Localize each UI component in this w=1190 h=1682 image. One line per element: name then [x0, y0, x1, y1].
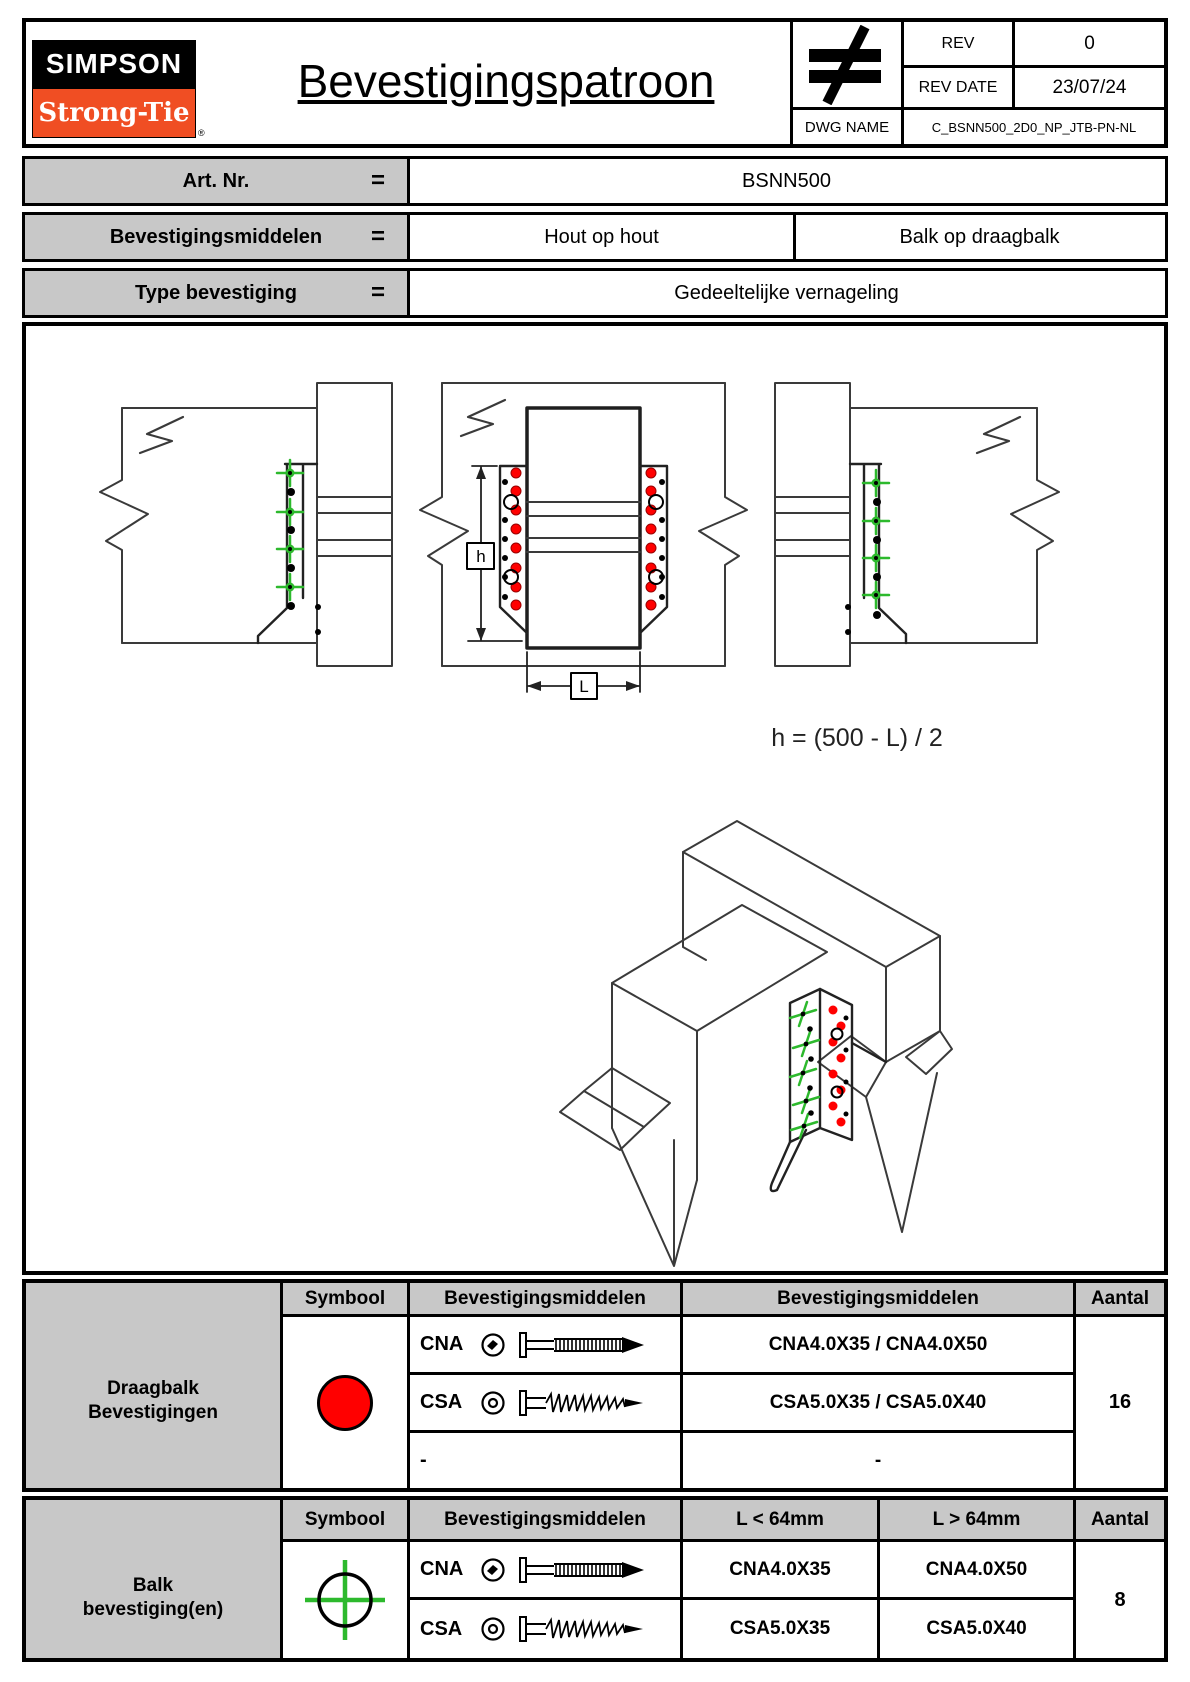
bevmid-value-right: Balk op draagbalk: [899, 225, 1060, 248]
artnr-label-cell: [25, 159, 410, 203]
strongtie-logo-text: Strong-Tie: [38, 98, 190, 128]
t2-header-middelen: [410, 1500, 683, 1542]
front-view-middle: [420, 383, 747, 699]
dim-h-label: h: [476, 547, 486, 566]
dwg-name-value-cell: [904, 110, 1164, 144]
bevmid-value-right-cell: [796, 215, 1163, 259]
green-crosshair-symbol: [303, 1558, 387, 1642]
t2-h1: Symbool: [304, 1508, 386, 1530]
t2-header-aantal: [1076, 1500, 1164, 1542]
rev-value-cell: [1015, 22, 1164, 68]
balk-aantal: 8: [1114, 1588, 1126, 1611]
dwg-name-value: C_BSNN500_2D0_NP_JTB-PN-NL: [931, 119, 1137, 135]
dash-names: -: [874, 1449, 882, 1471]
t1-row-cna-icons: [410, 1317, 683, 1375]
not-equal-icon: [797, 25, 897, 105]
t2-csa-gt: [880, 1600, 1076, 1658]
t2-header-symbool: [283, 1500, 410, 1542]
cna-lt-value: CNA4.0X35: [729, 1558, 831, 1580]
t1-h1: Symbool: [304, 1287, 386, 1309]
dim-L-label: L: [579, 677, 589, 696]
t2-row-csa-icons: [410, 1600, 683, 1658]
dwg-name-label-cell: [790, 110, 904, 144]
t1-row-csa-value: [683, 1375, 1076, 1433]
t1-h3: Bevestigingsmiddelen: [777, 1287, 979, 1309]
cna-nail-icon: [518, 1330, 646, 1360]
rev-date-value: 23/07/24: [1052, 76, 1127, 98]
t1-row-cna-value: [683, 1317, 1076, 1375]
iso-carrier-fasteners: [829, 1006, 846, 1127]
type-value: Gedeeltelijke vernageling: [674, 281, 899, 304]
draagbalk-aantal: 16: [1108, 1391, 1132, 1413]
t2-h2: Bevestigingsmiddelen: [444, 1508, 646, 1530]
cna-nail-icon: [518, 1555, 646, 1585]
rev-label: REV: [941, 34, 975, 52]
csa-lt-value: CSA5.0X35: [729, 1618, 831, 1639]
t1-header-middelen-names: [683, 1283, 1076, 1317]
csa-code: CSA: [420, 1391, 463, 1413]
t1-h2: Bevestigingsmiddelen: [444, 1287, 646, 1309]
csa-head-icon: [480, 1390, 506, 1416]
artnr-value: BSNN500: [742, 169, 831, 192]
t1-row-csa-icons: [410, 1375, 683, 1433]
technical-drawing: [26, 326, 1164, 1271]
rev-label-cell: [904, 22, 1015, 68]
artnr-label: Art. Nr.: [182, 169, 250, 192]
t1-header-middelen-icons: [410, 1283, 683, 1317]
dash-code: -: [420, 1449, 427, 1471]
dimension-L: [527, 652, 640, 699]
t2-row-cna-icons: [410, 1542, 683, 1600]
t2-h4: L > 64mm: [932, 1508, 1021, 1530]
side-view-left: [100, 383, 392, 666]
formula-text: h = (500 - L) / 2: [771, 724, 943, 752]
t1-header-aantal: [1076, 1283, 1164, 1317]
equals-sign: =: [370, 279, 385, 306]
t2-csa-lt: [683, 1600, 880, 1658]
cna-gt-value: CNA4.0X50: [925, 1558, 1028, 1580]
artnr-value-cell: [410, 159, 1163, 203]
cna-head-icon: [480, 1557, 506, 1583]
simpson-logo-text: SIMPSON: [45, 48, 183, 79]
t2-h3: L < 64mm: [736, 1508, 824, 1530]
t2-h5: Aantal: [1090, 1508, 1150, 1530]
rev-date-value-cell: [1015, 68, 1164, 110]
iso-beam-fasteners: [790, 1002, 819, 1138]
equals-sign: =: [370, 223, 385, 250]
side-view-right: [775, 383, 1059, 666]
t1-h4: Aantal: [1090, 1287, 1150, 1309]
t2-cna-gt: [880, 1542, 1076, 1600]
balk-label-cell: [26, 1500, 283, 1658]
t1-row-dash-icons: [410, 1433, 683, 1488]
balk-label-line2: bevestiging(en): [82, 1599, 224, 1620]
balk-symbol-cell: [283, 1542, 410, 1658]
page-title: Bevestigingspatroon: [297, 55, 715, 107]
cna-code: CNA: [420, 1333, 464, 1355]
draagbalk-label-line2: Bevestigingen: [88, 1401, 218, 1423]
info-row-artnr: [22, 156, 1168, 206]
rev-value: 0: [1084, 32, 1095, 54]
type-value-cell: [410, 271, 1163, 315]
cna-names: CNA4.0X35 / CNA4.0X50: [768, 1333, 988, 1355]
bevmid-value-left: Hout op hout: [544, 225, 659, 248]
header-block: [22, 18, 1168, 148]
bevmid-label-cell: [25, 215, 410, 259]
csa-head-icon: [480, 1616, 506, 1642]
balk-aantal-cell: [1076, 1542, 1164, 1658]
rev-date-label: REV DATE: [918, 78, 998, 96]
info-row-bevestigingsmiddelen: [22, 212, 1168, 262]
t2-cna-lt: [683, 1542, 880, 1600]
draagbalk-table: [22, 1279, 1168, 1492]
dwg-name-label: DWG NAME: [804, 118, 890, 136]
csa-screw-icon: [518, 1388, 646, 1418]
t1-header-symbool: [283, 1283, 410, 1317]
balk-table: [22, 1496, 1168, 1662]
t2-header-l-gt: [880, 1500, 1076, 1542]
csa-screw-icon: [518, 1614, 646, 1644]
csa-gt-value: CSA5.0X40: [926, 1618, 1027, 1639]
registered-mark: ®: [198, 128, 205, 138]
type-label: Type bevestiging: [135, 281, 297, 304]
draagbalk-symbol-cell: [283, 1317, 410, 1488]
draagbalk-label-cell: [26, 1283, 283, 1488]
info-row-type: [22, 268, 1168, 318]
bevmid-value-left-cell: [410, 215, 796, 259]
not-equal-cell: [790, 22, 904, 110]
equals-sign: =: [370, 167, 385, 194]
cna-head-icon: [480, 1332, 506, 1358]
red-circle-symbol: [317, 1375, 373, 1431]
draagbalk-aantal-cell: [1076, 1317, 1164, 1488]
type-label-cell: [25, 271, 410, 315]
draagbalk-label-line1: Draagbalk: [107, 1377, 199, 1399]
t1-row-dash-value: [683, 1433, 1076, 1488]
rev-date-label-cell: [904, 68, 1015, 110]
drawing-area: [22, 322, 1168, 1275]
cna-code: CNA: [420, 1558, 464, 1580]
strongtie-logo: [32, 88, 196, 138]
t2-header-l-lt: [683, 1500, 880, 1542]
bevmid-label: Bevestigingsmiddelen: [109, 225, 323, 248]
balk-label-line1: Balk: [132, 1575, 174, 1596]
csa-names: CSA5.0X35 / CSA5.0X40: [769, 1391, 987, 1413]
isometric-view: [560, 821, 952, 1266]
simpson-logo: [32, 40, 196, 88]
csa-code: CSA: [420, 1617, 463, 1640]
